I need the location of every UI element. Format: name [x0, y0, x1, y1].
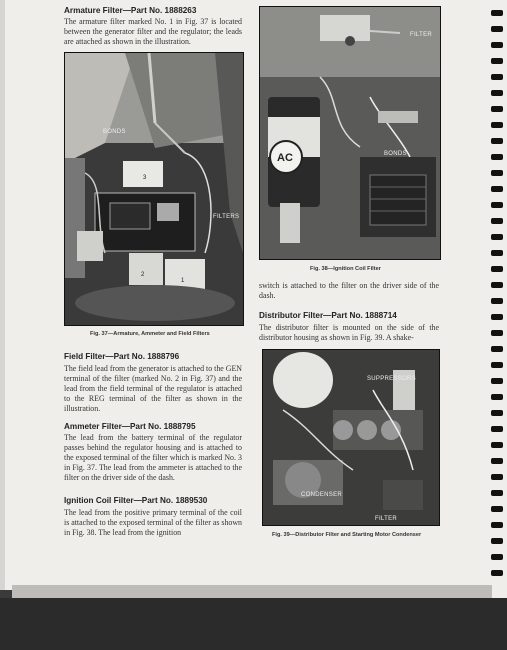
figure-39-image	[263, 350, 439, 525]
binding-coil	[491, 410, 503, 416]
fig37-filters-label: FILTERS	[213, 214, 240, 220]
fig38-ac-logo: AC	[277, 152, 293, 164]
fig39-condenser-label: CONDENSER	[301, 492, 343, 498]
binding-coil	[491, 186, 503, 192]
fig37-bonds-label: BONDS	[103, 129, 126, 135]
binding-coil	[491, 122, 503, 128]
binding-coil	[491, 170, 503, 176]
binding-coil	[491, 138, 503, 144]
field-heading: Field Filter—Part No. 1888796	[64, 352, 180, 361]
binding-coil	[491, 538, 503, 544]
figure-38-photo	[259, 6, 441, 260]
fig38-filter-label: FILTER	[410, 32, 433, 38]
binding-coil	[491, 426, 503, 432]
binding-coil	[491, 490, 503, 496]
figure-37-image	[65, 53, 243, 325]
binding-coil	[491, 282, 503, 288]
binding-coil	[491, 42, 503, 48]
binding-coil	[491, 506, 503, 512]
binding-coil	[491, 90, 503, 96]
binding-coil	[491, 202, 503, 208]
binding-coil	[491, 250, 503, 256]
ammeter-heading: Ammeter Filter—Part No. 1888795	[64, 422, 196, 431]
binding-coil	[491, 394, 503, 400]
binding-coil	[491, 522, 503, 528]
fig37-number-1: 1	[181, 278, 185, 284]
binding-coil	[491, 10, 503, 16]
field-body: The field lead from the generator is attached to the GEN terminal of the filter (marked No. 2 in Fig. 37) and the lead from the field terminal of the regulator is attached to the REG terminal of the filter as shown in the illustration.	[64, 364, 242, 413]
page-stack-shadow	[12, 585, 492, 599]
figure-38-image	[260, 7, 440, 259]
armature-body: The armature filter marked No. 1 in Fig. 37 is located between the generator filter and the regulator; the leads are attached as shown in the illustration.	[64, 17, 242, 46]
binding-coil	[491, 346, 503, 352]
ignition-continued-body: switch is attached to the filter on the driver side of the dash.	[259, 281, 439, 300]
page-left-edge	[0, 0, 5, 590]
binding-coil	[491, 362, 503, 368]
binding-coil	[491, 570, 503, 576]
figure-38-caption: Fig. 38—Ignition Coil Filter	[310, 266, 381, 272]
figure-37-caption: Fig. 37—Armature, Ammeter and Field Filters	[90, 331, 210, 337]
figure-37-photo	[64, 52, 244, 326]
figure-39-caption: Fig. 39—Distributor Filter and Starting Motor Condenser	[272, 532, 422, 538]
distributor-heading: Distributor Filter—Part No. 1888714	[259, 311, 397, 320]
background-surface	[0, 598, 507, 650]
binding-coil	[491, 154, 503, 160]
binding-coil	[491, 298, 503, 304]
fig37-number-2: 2	[141, 272, 145, 278]
fig38-bonds-label: BONDS	[384, 151, 407, 157]
fig37-number-3: 3	[143, 175, 147, 181]
binding-coil	[491, 26, 503, 32]
binding-coil	[491, 442, 503, 448]
binding-coil	[491, 266, 503, 272]
binding-coil	[491, 554, 503, 560]
binding-coil	[491, 106, 503, 112]
binding-coil	[491, 74, 503, 80]
figure-39-photo	[262, 349, 440, 526]
ignition-body: The lead from the positive primary terminal of the coil is attached to the exposed terminal of the filter as shown in Fig. 38. The lead from the ignition	[64, 508, 242, 537]
distributor-body: The distributor filter is mounted on the side of the distributor housing as shown in Fig. 39. A shake-	[259, 323, 439, 342]
armature-heading: Armature Filter—Part No. 1888263	[64, 6, 197, 15]
binding-coil	[491, 378, 503, 384]
binding-coil	[491, 58, 503, 64]
binding-coil	[491, 474, 503, 480]
binding-coil	[491, 218, 503, 224]
binding-coil	[491, 234, 503, 240]
binding-coil	[491, 330, 503, 336]
ignition-heading: Ignition Coil Filter—Part No. 1889530	[64, 496, 208, 505]
binding-coil	[491, 458, 503, 464]
fig39-suppressors-label: SUPPRESSORS	[367, 376, 416, 382]
ammeter-body: The lead from the battery terminal of the regulator passes behind the regulator housing and is attached to the exposed terminal of the filter which is marked No. 3 in Fig. 37. The lead from the ammeter is attached to the filter on the driver side of the dash.	[64, 433, 242, 482]
binding-coil	[491, 314, 503, 320]
fig39-filter-label: FILTER	[375, 516, 398, 522]
